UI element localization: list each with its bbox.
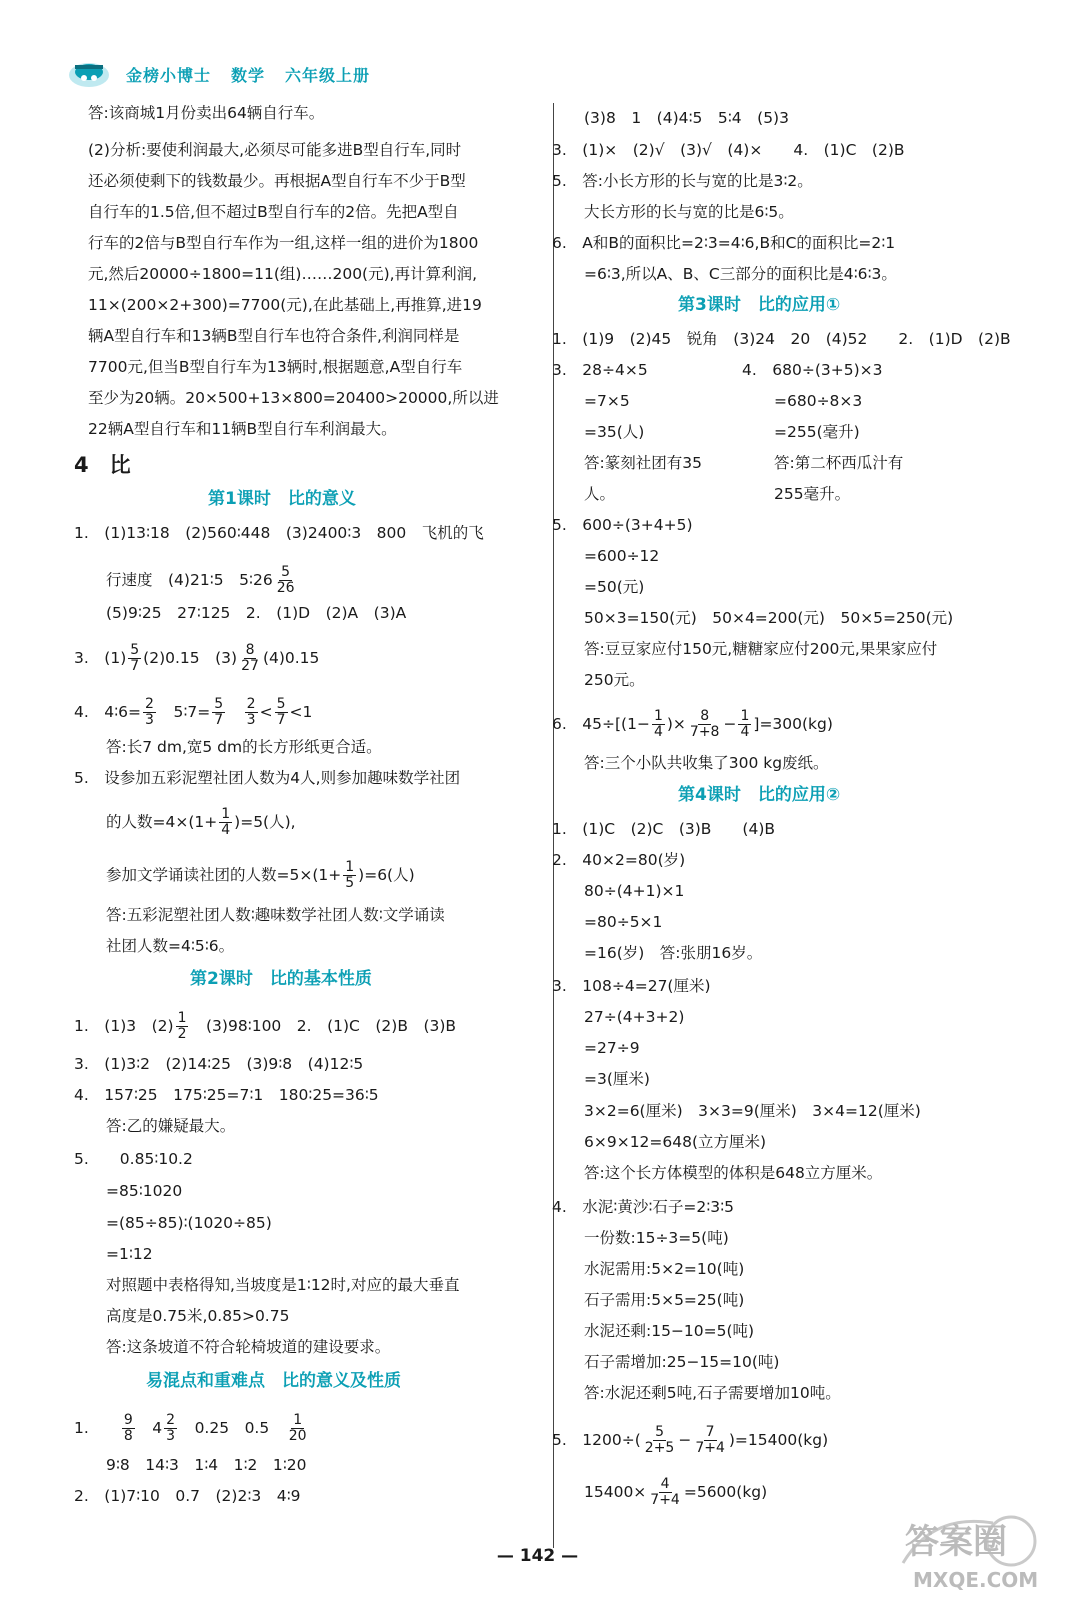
text-line: 3. (1)× (2)√ (3)√ (4)× 4. (1)C (2)B (552, 141, 905, 159)
fraction: $\frac{1}{4}$ (653, 708, 663, 740)
text-line: 1. (1)9 (2)45 锐角 (3)24 20 (4)52 2. (1)D (2)B (552, 330, 1011, 348)
text-line: 27÷(4+3+2) (584, 1008, 685, 1026)
text-line: 答:这条坡道不符合轮椅坡道的建设要求。 (106, 1338, 391, 1356)
fraction: $\frac{1}{5}$ (345, 859, 355, 891)
text-line: =27÷9 (584, 1039, 640, 1057)
text-line: 5. 设参加五彩泥塑社团人数为4人,则参加趣味数学社团 (74, 769, 461, 787)
text-line: =35(人) (584, 423, 645, 441)
text-line: 250元。 (584, 671, 645, 689)
text-line: 1. (1)13∶18 (2)560∶448 (3)2400∶3 800 飞机的飞 (74, 524, 484, 542)
fraction: $\frac{1}{4}$ (740, 708, 750, 740)
text-line: 4. 4∶6= $\frac{2}{3}$ 5∶7= $\frac{5}{7}$ $\frac{2}{3}$ < $\frac{5}{7}$ <1 (74, 696, 313, 728)
watermark-top-text: 答案圈 (905, 1522, 1007, 1562)
page-header (66, 56, 390, 92)
text-line: 15400× $\frac{4}{7+4}$ =5600(kg) (584, 1476, 768, 1508)
text-line: 5. 答:小长方形的长与宽的比是3∶2。 (552, 172, 813, 190)
text-line: 水泥需用:5×2=10(吨) (584, 1260, 745, 1278)
text-line: =1∶12 (106, 1245, 153, 1263)
text-line: =80÷5×1 (584, 913, 663, 931)
page-number: — 142 — (496, 1546, 579, 1566)
text-line: 自行车的1.5倍,但不超过B型自行车的2倍。先把A型自 (88, 203, 459, 221)
fraction: $\frac{8}{7+8}$ (689, 708, 720, 740)
text-line: 社团人数=4∶5∶6。 (106, 937, 235, 955)
text-line: =680÷8×3 (774, 392, 863, 410)
text-line: 对照题中表格得知,当坡度是1∶12时,对应的最大垂直 (106, 1276, 460, 1294)
text-line: 2. 40×2=80(岁) (552, 851, 686, 869)
text-line: 参加文学诵读社团的人数=5×(1+ $\frac{1}{5}$ )=6(人) (106, 859, 415, 891)
text-line: 5. 600÷(3+4+5) (552, 516, 693, 534)
fraction: $\frac{5}{2+5}$ (644, 1424, 675, 1456)
text-line: 3. 28÷4×5 (552, 361, 648, 379)
text-line: 50×3=150(元) 50×4=200(元) 50×5=250(元) (584, 609, 954, 627)
text-line: 5. 0.85∶10.2 (74, 1150, 193, 1168)
text-line: 6. 45÷[(1− $\frac{1}{4}$ )× $\frac{8}{7+8}$ − $\frac{1}{4}$ ]=300(kg) (552, 708, 833, 740)
fraction: $\frac{8}{27}$ (241, 642, 259, 674)
text-line: =16(岁) 答:张朋16岁。 (584, 944, 763, 962)
text-line: 4. 157∶25 175∶25=7∶1 180∶25=36∶5 (74, 1086, 379, 1104)
text-line: =7×5 (584, 392, 630, 410)
fraction: $\frac{9}{8}$ (123, 1412, 133, 1444)
text-line: 一份数:15÷3=5(吨) (584, 1229, 729, 1247)
text-line: 答:该商城1月份卖出64辆自行车。 (88, 104, 325, 122)
text-line: 2. (1)7∶10 0.7 (2)2∶3 4∶9 (74, 1487, 301, 1505)
text-line: 辆A型自行车和13辆B型自行车也符合条件,利润同样是 (88, 327, 460, 345)
text-line: 至少为20辆。20×500+13×800=20400>20000,所以进 (88, 389, 499, 407)
chapter-title: 4 比 (74, 453, 131, 477)
text-line: =600÷12 (584, 547, 660, 565)
text-line: 3. (1) $\frac{5}{7}$ (2)0.15 (3) $\frac{8}{27}$ (4)0.15 (74, 642, 320, 674)
text-line: 4. 水泥∶黄沙∶石子=2∶3∶5 (552, 1198, 734, 1216)
text-line: 11×(200×2+300)=7700(元),在此基础上,再推算,进19 (88, 296, 482, 314)
watermark-logo (893, 1503, 1043, 1593)
fraction: $\frac{2}{3}$ (166, 1412, 176, 1444)
fraction: $\frac{4}{7+4}$ (650, 1476, 680, 1508)
text-line: 行速度 (4)21∶5 5∶26 $\frac{5}{26}$ (106, 564, 295, 596)
text-line: 人。 (584, 485, 616, 503)
logo-icon (66, 58, 112, 90)
fraction: $\frac{7}{7+4}$ (695, 1424, 725, 1456)
section-heading: 第4课时 比的应用② (678, 785, 841, 805)
text-line: 高度是0.75米,0.85>0.75 (106, 1307, 290, 1325)
text-line: 80÷(4+1)×1 (584, 882, 685, 900)
section-heading: 第2课时 比的基本性质 (190, 969, 372, 989)
text-line: 1. (1)3 (2) $\frac{1}{2}$ (3)98∶100 2. (1)C (2)B (3)B (74, 1010, 457, 1042)
text-line: 1. $\frac{9}{8}$ 4 $\frac{2}{3}$ 0.25 0.5 $\frac{1}{20}$ (74, 1412, 307, 1444)
text-line: 3. (1)3∶2 (2)14∶25 (3)9∶8 (4)12∶5 (74, 1055, 364, 1073)
text-line: =255(毫升) (774, 423, 860, 441)
text-line: 答:第二杯西瓜汁有 (774, 454, 904, 472)
text-line: 9∶8 14∶3 1∶4 1∶2 1∶20 (106, 1456, 307, 1474)
text-line: 答:三个小队共收集了300 kg废纸。 (584, 754, 829, 772)
text-line: 答:这个长方体模型的体积是648立方厘米。 (584, 1164, 883, 1182)
text-line: 6×9×12=648(立方厘米) (584, 1133, 767, 1151)
text-line: 答:篆刻社团有35 (584, 454, 702, 472)
text-line: 行车的2倍与B型自行车作为一组,这样一组的进价为1800 (88, 234, 479, 252)
text-line: 元,然后20000÷1800=11(组)……200(元),再计算利润, (88, 265, 478, 283)
text-line: 答:豆豆家应付150元,糖糖家应付200元,果果家应付 (584, 640, 938, 658)
text-line: =3(厘米) (584, 1070, 650, 1088)
text-line: 3×2=6(厘米) 3×3=9(厘米) 3×4=12(厘米) (584, 1102, 921, 1120)
text-line: 答:长7 dm,宽5 dm的长方形纸更合适。 (106, 738, 382, 756)
text-line: 的人数=4×(1+ $\frac{1}{4}$ )=5(人), (106, 806, 296, 838)
fraction: $\frac{1}{2}$ (177, 1010, 187, 1042)
watermark-bottom-text: MXQE.COM (913, 1568, 1039, 1592)
text-line: 石子需用:5×5=25(吨) (584, 1291, 745, 1309)
text-line: 答:乙的嫌疑最大。 (106, 1117, 236, 1135)
text-line: (5)9∶25 27∶125 2. (1)D (2)A (3)A (106, 604, 407, 622)
text-line: 6. A和B的面积比=2∶3=4∶6,B和C的面积比=2∶1 (552, 234, 896, 252)
text-line: 还必须使剩下的钱数最少。再根据A型自行车不少于B型 (88, 172, 466, 190)
subject: 数学 (231, 65, 266, 85)
text-line: =50(元) (584, 578, 645, 596)
text-line: 7700元,但当B型自行车为13辆时,根据题意,A型自行车 (88, 358, 463, 376)
grade: 六年级上册 (285, 65, 371, 85)
text-line: 22辆A型自行车和11辆B型自行车利润最大。 (88, 420, 397, 438)
brand-name: 金榜小博士 (126, 65, 212, 85)
text-line: =(85÷85)∶(1020÷85) (106, 1214, 272, 1232)
text-line: 3. 108÷4=27(厘米) (552, 977, 711, 995)
text-line: 大长方形的长与宽的比是6∶5。 (584, 203, 794, 221)
text-line: 4. 680÷(3+5)×3 (742, 361, 883, 379)
fraction: $\frac{1}{20}$ (288, 1412, 307, 1444)
section-heading: 第3课时 比的应用① (678, 295, 841, 315)
fraction: $\frac{5}{7}$ (214, 696, 224, 728)
text-line: (2)分析:要使利润最大,必须尽可能多进B型自行车,同时 (88, 141, 462, 159)
text-line: 石子需增加:25−15=10(吨) (584, 1353, 780, 1371)
fraction: $\frac{2}{3}$ (246, 696, 256, 728)
text-line: 1. (1)C (2)C (3)B (4)B (552, 820, 776, 838)
section-heading: 易混点和重难点 比的意义及性质 (146, 1371, 401, 1391)
text-line: 水泥还剩:15−10=5(吨) (584, 1322, 755, 1340)
text-line: =85∶1020 (106, 1182, 183, 1200)
text-line: =6∶3,所以A、B、C三部分的面积比是4∶6∶3。 (584, 265, 897, 283)
fraction: $\frac{5}{26}$ (276, 564, 295, 596)
text-line: 5. 1200÷( $\frac{5}{2+5}$ − $\frac{7}{7+4}$ )=15400(kg) (552, 1424, 829, 1456)
fraction: $\frac{5}{7}$ (130, 642, 140, 674)
fraction: $\frac{2}{3}$ (145, 696, 154, 728)
fraction: $\frac{5}{7}$ (276, 696, 286, 728)
text-line: 答:五彩泥塑社团人数∶趣味数学社团人数∶文学诵读 (106, 906, 445, 924)
fraction: $\frac{1}{4}$ (221, 806, 231, 838)
section-heading: 第1课时 比的意义 (208, 489, 356, 509)
text-line: 255毫升。 (774, 485, 851, 503)
text-line: 答:水泥还剩5吨,石子需要增加10吨。 (584, 1384, 841, 1402)
text-line: (3)8 1 (4)4∶5 5∶4 (5)3 (584, 109, 789, 127)
